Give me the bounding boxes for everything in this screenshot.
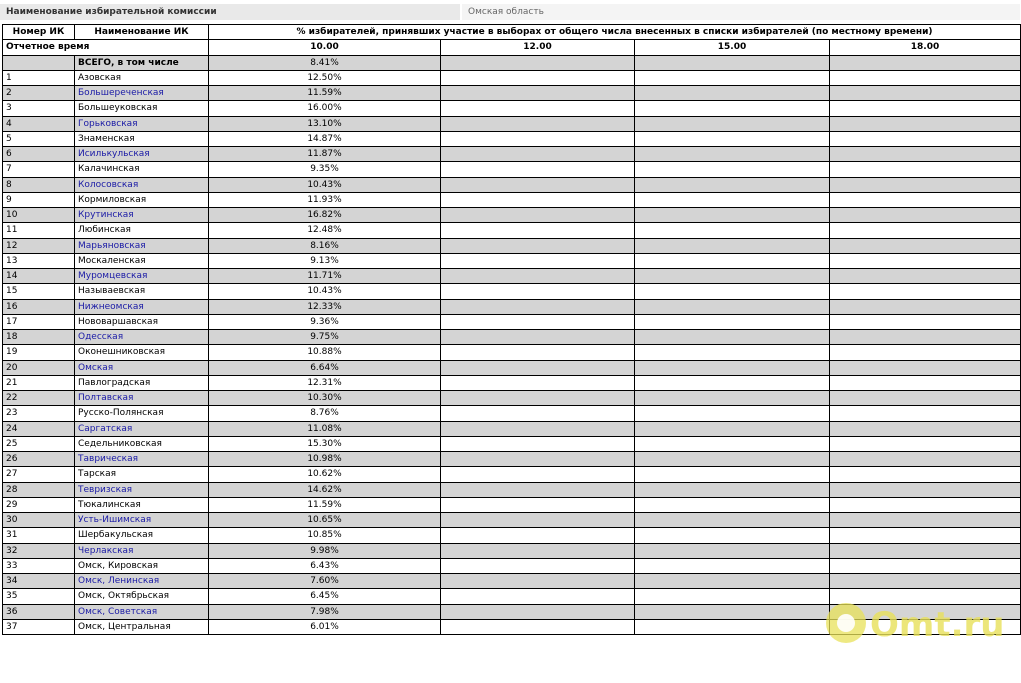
time-col: 10.00	[209, 40, 441, 55]
empty-cell	[635, 101, 830, 116]
empty-cell	[635, 360, 830, 375]
table-row	[3, 497, 1021, 512]
empty-cell	[830, 543, 1021, 558]
row-number: 3	[3, 101, 75, 116]
table-row	[3, 223, 1021, 238]
row-number: 15	[3, 284, 75, 299]
commission-name[interactable]: Крутинская	[75, 208, 209, 223]
table-row	[3, 345, 1021, 360]
empty-cell	[635, 330, 830, 345]
commission-name[interactable]: Марьяновская	[75, 238, 209, 253]
empty-cell	[635, 574, 830, 589]
row-number: 11	[3, 223, 75, 238]
empty-cell	[635, 223, 830, 238]
row-number: 18	[3, 330, 75, 345]
turnout-10: 10.98%	[209, 452, 441, 467]
table-row	[3, 558, 1021, 573]
commission-name[interactable]: Саргатская	[75, 421, 209, 436]
turnout-10: 11.59%	[209, 497, 441, 512]
empty-cell	[441, 269, 635, 284]
commission-value: Омская область	[462, 4, 1020, 20]
row-number: 19	[3, 345, 75, 360]
empty-cell	[635, 513, 830, 528]
turnout-10: 11.08%	[209, 421, 441, 436]
table-row	[3, 314, 1021, 329]
empty-cell	[830, 421, 1021, 436]
empty-cell	[830, 284, 1021, 299]
row-number: 31	[3, 528, 75, 543]
logo-inner	[837, 614, 855, 632]
commission-name[interactable]: Тевризская	[75, 482, 209, 497]
empty-cell	[830, 101, 1021, 116]
empty-cell	[441, 619, 635, 634]
turnout-10: 9.98%	[209, 543, 441, 558]
table-row	[3, 192, 1021, 207]
turnout-10: 12.31%	[209, 375, 441, 390]
row-number: 7	[3, 162, 75, 177]
empty-cell	[441, 574, 635, 589]
commission-bar	[0, 0, 1020, 22]
turnout-10: 11.93%	[209, 192, 441, 207]
empty-cell	[635, 619, 830, 634]
empty-cell	[830, 131, 1021, 146]
row-number: 35	[3, 589, 75, 604]
commission-name: Кормиловская	[75, 192, 209, 207]
time-col: 12.00	[441, 40, 635, 55]
turnout-10: 9.75%	[209, 330, 441, 345]
empty-cell	[441, 482, 635, 497]
empty-cell	[830, 177, 1021, 192]
empty-cell	[635, 589, 830, 604]
empty-cell	[441, 70, 635, 85]
commission-name: Омск, Октябрьская	[75, 589, 209, 604]
table-row	[3, 467, 1021, 482]
empty-cell	[441, 223, 635, 238]
turnout-10: 16.00%	[209, 101, 441, 116]
row-number: 4	[3, 116, 75, 131]
row-number: 22	[3, 391, 75, 406]
empty-cell	[830, 116, 1021, 131]
row-number: 24	[3, 421, 75, 436]
empty-cell	[441, 86, 635, 101]
empty-cell	[830, 314, 1021, 329]
turnout-10: 7.60%	[209, 574, 441, 589]
row-number: 27	[3, 467, 75, 482]
turnout-10: 14.87%	[209, 131, 441, 146]
empty-cell	[635, 70, 830, 85]
empty-cell	[441, 513, 635, 528]
empty-cell	[441, 345, 635, 360]
turnout-10: 11.59%	[209, 86, 441, 101]
commission-name: Знаменская	[75, 131, 209, 146]
empty-cell	[441, 497, 635, 512]
table-row	[3, 360, 1021, 375]
commission-name: Любинская	[75, 223, 209, 238]
table-row	[3, 330, 1021, 345]
commission-name: Русско-Полянская	[75, 406, 209, 421]
commission-name: Омск, Кировская	[75, 558, 209, 573]
row-number: 23	[3, 406, 75, 421]
empty-cell	[441, 436, 635, 451]
empty-cell	[635, 116, 830, 131]
row-number: 14	[3, 269, 75, 284]
table-row	[3, 162, 1021, 177]
empty-cell	[441, 360, 635, 375]
row-number: 33	[3, 558, 75, 573]
table-row	[3, 70, 1021, 85]
empty-cell	[441, 543, 635, 558]
empty-cell	[441, 604, 635, 619]
empty-cell	[635, 497, 830, 512]
empty-cell	[441, 284, 635, 299]
empty-cell	[635, 284, 830, 299]
row-number: 34	[3, 574, 75, 589]
commission-name: Большеуковская	[75, 101, 209, 116]
empty-cell	[635, 147, 830, 162]
table-row	[3, 436, 1021, 451]
table-row	[3, 177, 1021, 192]
empty-cell	[830, 375, 1021, 390]
empty-cell	[635, 543, 830, 558]
commission-name: Омск, Центральная	[75, 619, 209, 634]
header-row	[3, 25, 1021, 40]
empty-cell	[441, 101, 635, 116]
turnout-10: 9.36%	[209, 314, 441, 329]
commission-label: Наименование избирательной комиссии	[0, 4, 460, 20]
commission-name[interactable]: Колосовская	[75, 177, 209, 192]
turnout-10: 10.30%	[209, 391, 441, 406]
empty-cell	[830, 452, 1021, 467]
empty-cell	[441, 116, 635, 131]
commission-name[interactable]: Большереченская	[75, 86, 209, 101]
empty-cell	[635, 192, 830, 207]
row-number: 21	[3, 375, 75, 390]
table-row	[3, 284, 1021, 299]
row-number: 8	[3, 177, 75, 192]
empty-cell	[441, 131, 635, 146]
empty-cell	[635, 55, 830, 70]
empty-cell	[830, 86, 1021, 101]
empty-cell	[830, 55, 1021, 70]
table-row	[3, 391, 1021, 406]
empty-cell	[830, 192, 1021, 207]
table-row	[3, 513, 1021, 528]
commission-name[interactable]: Омская	[75, 360, 209, 375]
time-col: 18.00	[830, 40, 1021, 55]
row-number: 6	[3, 147, 75, 162]
empty-cell	[441, 238, 635, 253]
table-row	[3, 86, 1021, 101]
empty-cell	[635, 314, 830, 329]
row-number: 28	[3, 482, 75, 497]
empty-cell	[635, 528, 830, 543]
empty-cell	[830, 253, 1021, 268]
empty-cell	[830, 482, 1021, 497]
empty-cell	[441, 421, 635, 436]
time-label: Отчетное время	[3, 40, 209, 55]
row-number: 36	[3, 604, 75, 619]
turnout-10: 10.62%	[209, 467, 441, 482]
empty-cell	[441, 314, 635, 329]
table-row	[3, 452, 1021, 467]
commission-name[interactable]: Усть-Ишимская	[75, 513, 209, 528]
empty-cell	[441, 55, 635, 70]
commission-name[interactable]: Муромцевская	[75, 269, 209, 284]
empty-cell	[830, 147, 1021, 162]
logo-text: Omt.ru	[870, 605, 1005, 645]
commission-name[interactable]: Нижнеомская	[75, 299, 209, 314]
row-number: 1	[3, 70, 75, 85]
empty-cell	[830, 70, 1021, 85]
turnout-10: 15.30%	[209, 436, 441, 451]
row-number	[3, 55, 75, 70]
empty-cell	[635, 375, 830, 390]
turnout-10: 12.50%	[209, 70, 441, 85]
row-number: 17	[3, 314, 75, 329]
empty-cell	[635, 345, 830, 360]
commission-name[interactable]: Полтавская	[75, 391, 209, 406]
empty-cell	[830, 528, 1021, 543]
table-row	[3, 269, 1021, 284]
turnout-10: 6.64%	[209, 360, 441, 375]
commission-name: Тюкалинская	[75, 497, 209, 512]
empty-cell	[441, 253, 635, 268]
turnout-10: 11.87%	[209, 147, 441, 162]
empty-cell	[441, 406, 635, 421]
empty-cell	[635, 391, 830, 406]
empty-cell	[441, 299, 635, 314]
empty-cell	[830, 208, 1021, 223]
row-number: 37	[3, 619, 75, 634]
turnout-10: 6.45%	[209, 589, 441, 604]
row-number: 26	[3, 452, 75, 467]
table-row	[3, 101, 1021, 116]
commission-name: Седельниковская	[75, 436, 209, 451]
turnout-10: 11.71%	[209, 269, 441, 284]
empty-cell	[830, 406, 1021, 421]
empty-cell	[441, 330, 635, 345]
empty-cell	[635, 131, 830, 146]
commission-name: Павлоградская	[75, 375, 209, 390]
empty-cell	[830, 238, 1021, 253]
turnout-10: 14.62%	[209, 482, 441, 497]
turnout-table	[2, 24, 1021, 635]
commission-name[interactable]: Черлакская	[75, 543, 209, 558]
row-number: 20	[3, 360, 75, 375]
empty-cell	[830, 269, 1021, 284]
commission-name[interactable]: Одесская	[75, 330, 209, 345]
table-row	[3, 543, 1021, 558]
empty-cell	[635, 299, 830, 314]
table-row	[3, 208, 1021, 223]
turnout-10: 13.10%	[209, 116, 441, 131]
empty-cell	[635, 421, 830, 436]
empty-cell	[441, 147, 635, 162]
commission-name: Оконешниковская	[75, 345, 209, 360]
row-number: 30	[3, 513, 75, 528]
total-value: 8.41%	[209, 55, 441, 70]
turnout-10: 12.33%	[209, 299, 441, 314]
table-row	[3, 131, 1021, 146]
empty-cell	[635, 467, 830, 482]
empty-cell	[441, 177, 635, 192]
empty-cell	[830, 467, 1021, 482]
row-number: 2	[3, 86, 75, 101]
row-number: 29	[3, 497, 75, 512]
empty-cell	[635, 436, 830, 451]
header-num: Номер ИК	[3, 25, 75, 40]
empty-cell	[635, 162, 830, 177]
empty-cell	[441, 467, 635, 482]
commission-name: Тарская	[75, 467, 209, 482]
empty-cell	[635, 208, 830, 223]
commission-name[interactable]: Омск, Советская	[75, 604, 209, 619]
commission-name: Шербакульская	[75, 528, 209, 543]
empty-cell	[830, 513, 1021, 528]
empty-cell	[830, 436, 1021, 451]
row-number: 10	[3, 208, 75, 223]
commission-name[interactable]: Омск, Ленинская	[75, 574, 209, 589]
table-row	[3, 253, 1021, 268]
turnout-10: 10.43%	[209, 284, 441, 299]
turnout-10: 10.88%	[209, 345, 441, 360]
turnout-10: 6.01%	[209, 619, 441, 634]
commission-name[interactable]: Исилькульская	[75, 147, 209, 162]
empty-cell	[441, 375, 635, 390]
turnout-10: 9.13%	[209, 253, 441, 268]
table-row	[3, 238, 1021, 253]
empty-cell	[830, 391, 1021, 406]
empty-cell	[635, 604, 830, 619]
empty-cell	[441, 208, 635, 223]
row-number: 9	[3, 192, 75, 207]
empty-cell	[441, 558, 635, 573]
empty-cell	[830, 360, 1021, 375]
turnout-10: 8.76%	[209, 406, 441, 421]
empty-cell	[441, 391, 635, 406]
table-row	[3, 574, 1021, 589]
empty-cell	[635, 177, 830, 192]
turnout-10: 9.35%	[209, 162, 441, 177]
commission-name[interactable]: Таврическая	[75, 452, 209, 467]
empty-cell	[441, 528, 635, 543]
empty-cell	[441, 162, 635, 177]
commission-name: Азовская	[75, 70, 209, 85]
table-row	[3, 406, 1021, 421]
row-number: 16	[3, 299, 75, 314]
empty-cell	[635, 482, 830, 497]
table-row	[3, 375, 1021, 390]
empty-cell	[635, 452, 830, 467]
header-pct: % избирателей, принявших участие в выборах от общего числа внесенных в списки избирателей (по местному времени)	[209, 25, 1021, 40]
row-number: 5	[3, 131, 75, 146]
row-number: 32	[3, 543, 75, 558]
empty-cell	[635, 269, 830, 284]
turnout-10: 10.85%	[209, 528, 441, 543]
turnout-10: 10.43%	[209, 177, 441, 192]
turnout-10: 7.98%	[209, 604, 441, 619]
omt-logo	[820, 596, 1005, 650]
empty-cell	[830, 558, 1021, 573]
table-row	[3, 147, 1021, 162]
empty-cell	[441, 192, 635, 207]
empty-cell	[830, 299, 1021, 314]
turnout-10: 8.16%	[209, 238, 441, 253]
table-row	[3, 299, 1021, 314]
table-row	[3, 421, 1021, 436]
turnout-10: 12.48%	[209, 223, 441, 238]
commission-name: Называевская	[75, 284, 209, 299]
total-row	[3, 55, 1021, 70]
empty-cell	[830, 574, 1021, 589]
time-row	[3, 40, 1021, 55]
header-name: Наименование ИК	[75, 25, 209, 40]
row-number: 12	[3, 238, 75, 253]
empty-cell	[635, 253, 830, 268]
empty-cell	[441, 452, 635, 467]
empty-cell	[635, 558, 830, 573]
turnout-10: 16.82%	[209, 208, 441, 223]
commission-name: Калачинская	[75, 162, 209, 177]
empty-cell	[830, 162, 1021, 177]
empty-cell	[635, 406, 830, 421]
commission-name[interactable]: Горьковская	[75, 116, 209, 131]
table-row	[3, 116, 1021, 131]
row-number: 13	[3, 253, 75, 268]
commission-name: Москаленская	[75, 253, 209, 268]
turnout-10: 10.65%	[209, 513, 441, 528]
commission-name: Нововаршавская	[75, 314, 209, 329]
row-number: 25	[3, 436, 75, 451]
table-row	[3, 528, 1021, 543]
empty-cell	[830, 345, 1021, 360]
empty-cell	[830, 497, 1021, 512]
time-col: 15.00	[635, 40, 830, 55]
empty-cell	[441, 589, 635, 604]
total-name: ВСЕГО, в том числе	[75, 55, 209, 70]
empty-cell	[635, 86, 830, 101]
table-row	[3, 482, 1021, 497]
empty-cell	[830, 330, 1021, 345]
empty-cell	[635, 238, 830, 253]
turnout-10: 6.43%	[209, 558, 441, 573]
empty-cell	[830, 223, 1021, 238]
